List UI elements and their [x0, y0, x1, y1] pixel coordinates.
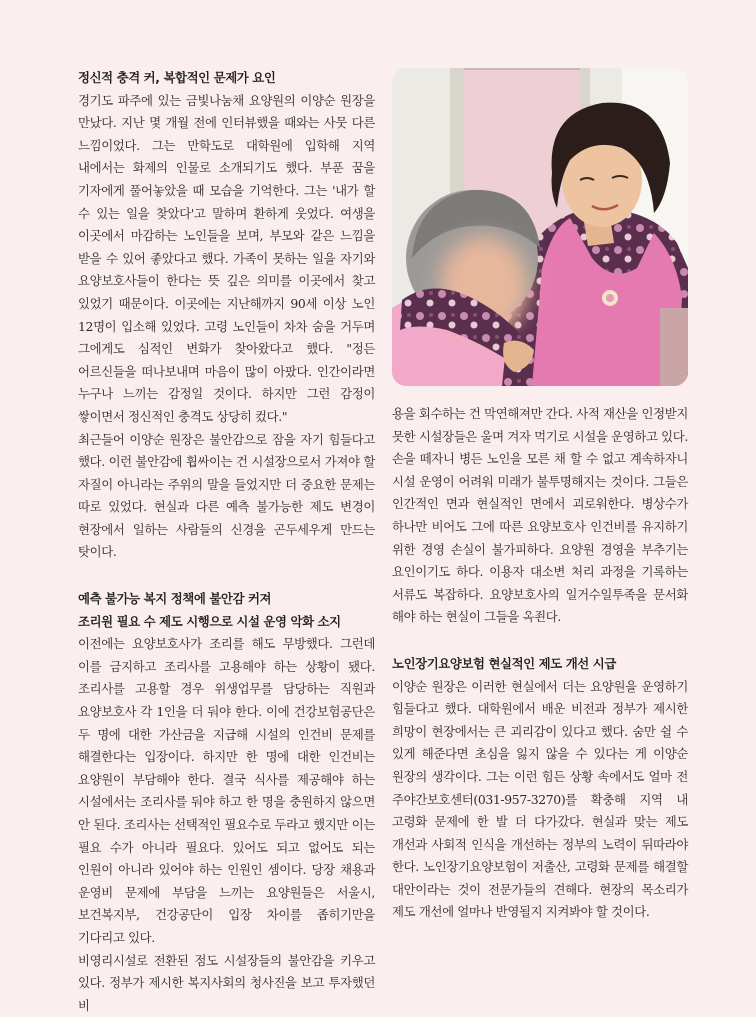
section3-heading: 노인장기요양보험 현실적인 제도 개선 시급	[392, 655, 616, 671]
section2-heading-1: 예측 불가능 복지 정책에 불안감 커져	[78, 591, 272, 607]
right-paragraph-2: 이양순 원장은 이러한 현실에서 더는 요양원을 운영하기 힘들다고 했다. 대학원에서 배운 비전과 정부가 제시한 희망이 현장에서는 큰 괴리감이 있다고 했다. 숨만 쉴 수 있게 해준다면 초심을 잃지 않을 수 있다는 게 이양순 원장의 생각이다. 그는 이런 힘든 상황 속에서도 얼마 전 주야간보호센터(031-957-3270)를 확충해 지역 내 고령화 문제에 한 발 더 다가갔다. 현실과 맞는 제도 개선과 사회적 인식을 개선하는 정부의 노력이 뒤따라야 한다. 노인장기요양보험이 저출산, 고령화 문제를 해결할 대안이라는 것이 전문가들의 견해다. 현장의 목소리가 제도 개선에 얼마나 반영될지 지켜봐야 할 것이다.	[392, 678, 688, 920]
photo-caregiver-hugging-elder	[392, 68, 688, 386]
right-paragraph-1: 용을 회수하는 건 막연해져만 간다. 사적 재산을 인정받지 못한 시설장들은 울며 겨자 먹기로 시설을 운영하고 있다. 손을 떼자니 병든 노인을 모른 채 할 수 없고 계속하자니 시설 운영이 어려워 미래가 불투명해지는 것이다. 그들은 인간적인 면과 현실적인 면에서 괴로워한다. 병상수가 하나만 비어도 그에 따른 요양보호사 인건비를 유지하기 위한 경영 손실이 불가피하다. 요양원 경영을 부추기는 요인이기도 하다. 이용자 대소변 처리 과정을 기록하는 서류도 복잡하다. 요양보호사의 일거수일투족을 문서화 해야 하는 현실이 그들을 옥죈다.	[392, 406, 688, 625]
left-column	[78, 67, 375, 1017]
section2-paragraph-1: 이전에는 요양보호사가 조리를 해도 무방했다. 그런데 이를 금지하고 조리사를 고용해야 하는 상황이 됐다. 조리사를 고용할 경우 위생업무를 담당하는 직원과 요양보호사 각 1인을 더 둬야 한다. 이에 건강보험공단은 두 명에 대한 가산금을 지급해 시설의 인건비 문제를 해결한다는 입장이다. 하지만 한 명에 대한 인건비는 요양원이 부담해야 한다. 결국 식사를 제공해야 하는 시설에서는 조리사를 둬야 하고 한 명을 충원하지 않으면 안 된다. 조리사는 선택적인 필요수로 두라고 했지만 이는 필요 수가 아니라 필요다. 있어도 되고 없어도 되는 인원이 아니라 있어야 하는 인원인 셈이다. 당장 채용과 운영비 문제에 부담을 느끼는 요양원들은 서울시, 보건복지부, 건강공단이 입장 차이를 좁히기만을 기다리고 있다.	[78, 636, 375, 945]
section2-heading-2: 조리원 필요 수 제도 시행으로 시설 운영 악화 소지	[78, 613, 341, 629]
section1-paragraph-1: 경기도 파주에 있는 금빛나눔채 요양원의 이양순 원장을 만났다. 지난 몇 개월 전에 인터뷰했을 때와는 사뭇 다른 느낌이었다. 그는 만학도로 대학원에 입학해 지역 내에서는 화제의 인물로 소개되기도 했다. 부푼 꿈을 기자에게 풀어놓았을 때 모습을 기억한다. 그는 '내가 할 수 있는 일을 찾았다'고 말하며 환하게 웃었다. 여생을 이곳에서 마감하는 노인들을 보며, 부모와 같은 느낌을 받을 수 있어 좋았다고 했다. 가족이 못하는 일을 자기와 요양보호사들이 한다는 뜻 깊은 의미를 이곳에서 찾고 있었기 때문이다. 이곳에는 지난해까지 90세 이상 노인 12명이 입소해 있었다. 고령 노인들이 차차 숨을 거두며 그에게도 심적인 변화가 찾아왔다고 했다. "정든 어르신들을 떠나보내며 마음이 많이 아팠다. 인간이라면 누구나 느끼는 감정일 것이다. 하지만 그런 감정이 쌓이면서 정신적인 충격도 상당히 컸다."	[78, 92, 375, 424]
section1-paragraph-2: 최근들어 이양순 원장은 불안감으로 잠을 자기 힘들다고 했다. 이런 불안감에 휩싸이는 건 시설장으로서 가져야 할 자질이 아니라는 주위의 말을 들었지만 더 중요한 문제는 따로 있었다. 현실과 다른 예측 불가능한 제도 변경이 현장에서 일하는 사람들의 신경을 곤두세우게 만드는 탓이다.	[78, 431, 375, 560]
section2-paragraph-2: 비영리시설로 전환된 점도 시설장들의 불안감을 키우고 있다. 정부가 제시한 복지사회의 청사진을 보고 투자했던 비	[78, 952, 375, 1013]
right-column	[392, 403, 688, 924]
section1-heading: 정신적 충격 커, 복합적인 문제가 요인	[78, 70, 276, 85]
